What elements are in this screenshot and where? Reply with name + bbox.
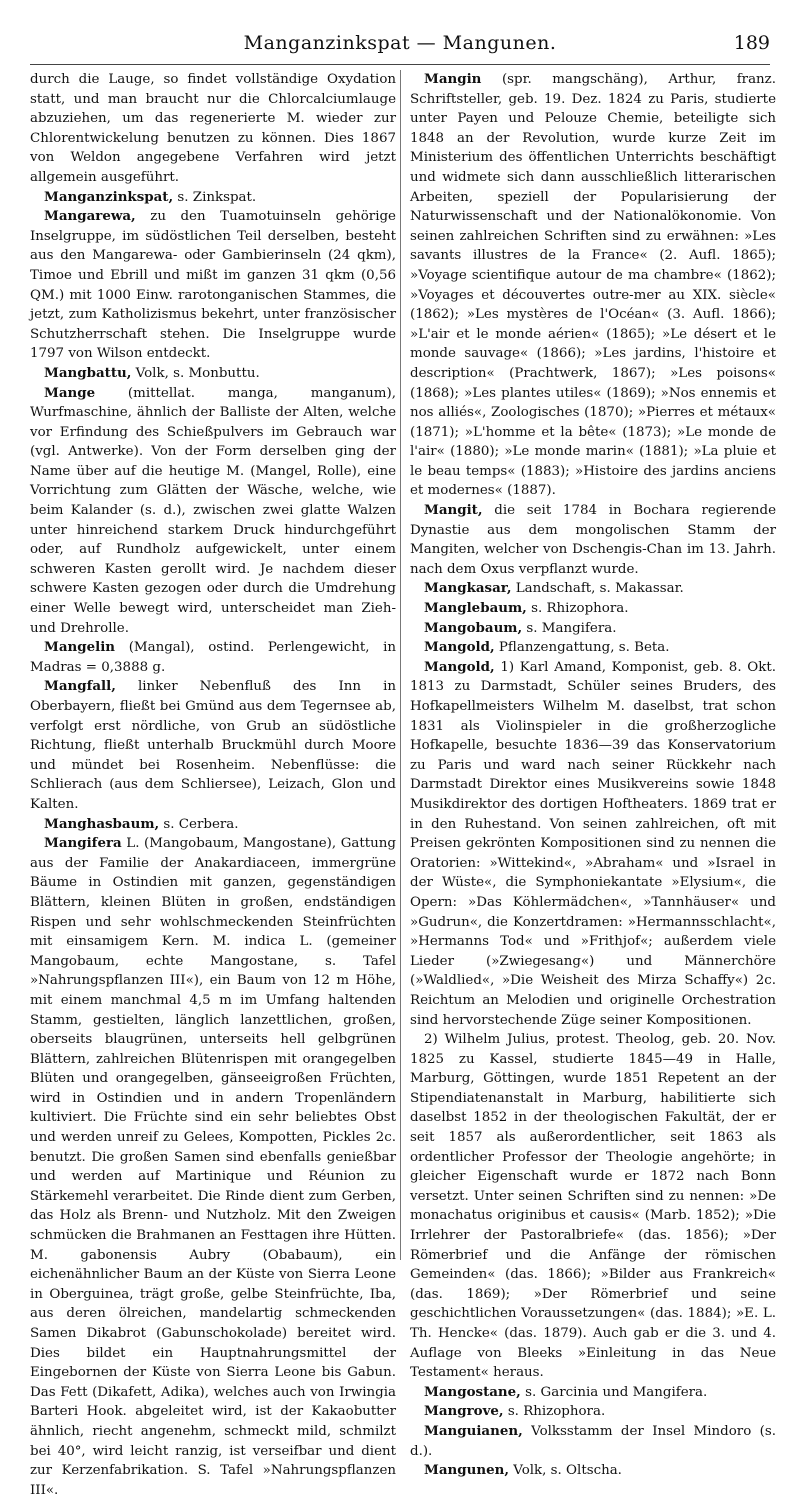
left-column xyxy=(30,70,397,1498)
dictionary-entry xyxy=(410,1383,776,1403)
dictionary-entry xyxy=(410,501,776,579)
dictionary-entry xyxy=(30,384,396,639)
dictionary-entry xyxy=(30,364,396,384)
dictionary-entry xyxy=(410,1422,776,1461)
entry-body: 2) Wilhelm Julius, protest. Theolog, geb. 20. Nov. 1825 zu Kassel, studierte 1845—49 in Halle, Marburg, Göttingen, wurde 1851 Repetent an der Stipendiatenanstalt in Marburg, habilitierte sich daselbst 1852 in der theologischen Fakultät, der er seit 1857 als außerordentlicher, seit 1863 als ordentlicher Professor der Theologie angehörte; in gleicher Eigenschaft wurde er 1872 nach Bonn versetzt. Unter seinen Schriften sind zu nennen: »De monachatus originibus et causis« (Marb. 1852); »Die Irrlehrer der Pastoralbriefe« (das. 1856); »Der Römerbrief und die Anfänge der römischen Gemeinden« (das. 1866); »Bilder aus Frankreich« (das. 1869); »Der Römerbrief und seine geschichtlichen Voraussetzungen« (das. 1884); »E. L. Th. Hencke« (das. 1879). Auch gab er die 3. und 4. Auflage von Bleeks »Einleitung in das Neue Testament« heraus. xyxy=(410,1032,776,1381)
entry-headword: Mangold, xyxy=(424,658,495,675)
entry-body: (Mangal), ostind. Perlengewicht, in Madras = 0,3888 g. xyxy=(30,640,397,675)
entry-body: (spr. mangschäng), Arthur, franz. Schriftsteller, geb. 19. Dez. 1824 zu Paris, studierte unter Payen und Pelouze Chemie, beteiligte sich 1848 an der Revolution, wurde kurze Zeit im Ministerium des öffentlichen Unterrichts beschäftigt und widmete sich dann ausschließlich litterarischen Arbeiten, speziell der Popularisierung der Naturwissenschaft und der Nationalökonomie. Von seinen zahlreichen Schriften sind zu erwähnen: »Les savants illustres de la France« (2. Aufl. 1865); »Voyage scientifique autour de ma chambre« (1862); »Voyages et découvertes outre-mer au XIX. siècle« (1862); »Les mystères de l'Océan« (3. Aufl. 1866); »L'air et le monde aérien« (1865); »Le désert et le monde sauvage« (1866); »Les jardins, l'histoire et description« (Prachtwerk, 1867); »Les poisons« (1868); »Les plantes utiles« (1869); »Nos ennemis et nos alliés«, Zoologisches (1870); »Pierres et métaux« (1871); »L'homme et la bête« (1873); »Le monde de l'air« (1880); »Le monde marin« (1881); »La pluie et le beau temps« (1883); »Histoire des jardins anciens et modernes« (1887). xyxy=(410,72,776,499)
dictionary-entry xyxy=(410,599,776,619)
dictionary-entry xyxy=(410,70,776,501)
entry-body: zu den Tuamotuinseln gehörige Inselgruppe, im südöstlichen Teil derselben, besteht aus den Mangarewa- oder Gambierinseln (24 qkm), Timoe und Ebrill und mißt im ganzen 31 qkm (0,56 QM.) mit 1000 Einw. rarotonganischen Stammes, die jetzt, zum Katholizismus bekehrt, unter französischer Schutzherrschaft stehen. Die Inselgruppe wurde 1797 von Wilson entdeckt. xyxy=(30,209,396,362)
entry-body: Volksstamm der Insel Mindoro (s. d.). xyxy=(410,1423,777,1459)
dictionary-entry xyxy=(410,1402,776,1422)
entry-headword: Manguianen, xyxy=(424,1422,523,1439)
entry-headword: Mangunen, xyxy=(424,1462,509,1479)
dictionary-entry xyxy=(410,638,776,658)
dictionary-entry xyxy=(30,188,396,208)
entry-headword: Manghasbaum, xyxy=(44,815,160,832)
entry-body: Pflanzengattung, s. Beta. xyxy=(498,640,670,656)
dictionary-entry xyxy=(410,579,776,599)
entry-headword: Mangifera xyxy=(44,835,122,852)
entry-body: Volk, s. Oltscha. xyxy=(513,1463,622,1479)
entry-body: die seit 1784 in Bochara regierende Dynastie aus dem mongolischen Stamm der Mangiten, welcher von Dschengis-Chan im 13. Jahrh. nach dem Oxus verpflanzt wurde. xyxy=(410,503,776,577)
entry-body: linker Nebenfluß des Inn in Oberbayern, fließt bei Gmünd aus dem Tegernsee ab, verfolgt erst nördliche, von Grub an südöstliche Richtung, fließt unterhalb Bruckmühl durch Moore und mündet bei Rosenheim. Nebenflüsse: die Schlierach (aus dem Schliersee), Leizach, Glon und Kalten. xyxy=(30,679,396,812)
entry-body: Landschaft, s. Makassar. xyxy=(515,581,684,597)
dictionary-entry xyxy=(30,815,396,835)
entry-body: Volk, s. Monbuttu. xyxy=(135,365,260,381)
entry-body: s. Mangifera. xyxy=(526,620,617,636)
dictionary-entry xyxy=(30,834,396,1500)
entry-body: durch die Lauge, so findet vollständige Oxydation statt, und man braucht nur die Chlorcalciumlauge abzuziehen, um das regenerierte M. wieder zur Chlorentwickelung benutzen zu können. Dies 1867 von Weldon angegebene Verfahren wird jetzt allgemein ausgeführt. xyxy=(30,72,396,185)
entry-headword: Mange xyxy=(44,384,96,401)
dictionary-entry xyxy=(410,619,776,639)
right-column xyxy=(410,70,777,1479)
dictionary-entry xyxy=(30,207,396,364)
entry-body: s. Rhizophora. xyxy=(531,601,629,617)
entry-headword: Mangelin xyxy=(44,639,116,656)
entry-headword: Mangit, xyxy=(424,502,483,519)
entry-body: 1) Karl Amand, Komponist, geb. 8. Okt. 1813 zu Darmstadt, Schüler seines Bruders, des Hofkapellmeisters Wilhelm M. daselbst, trat schon 1831 als Violinspieler in die großherzogliche Hofkapelle, besuchte 1836—39 das Konservatorium zu Paris und ward nach seiner Rückkehr nach Darmstadt Direktor eines Musikvereins sowie 1848 Musikdirektor des dortigen Hoftheaters. 1869 trat er in den Ruhestand. Von seinen zahlreichen, oft mit Preisen gekrönten Kompositionen sind zu nennen die Oratorien: »Wittekind«, »Abraham« und »Israel in der Wüste«, die Symphoniekantate »Elysium«, die Opern: »Das Köhlermädchen«, »Tannhäuser« und »Gudrun«, die Konzertdramen: »Hermannsschlacht«, »Hermanns Tod« und »Frithjof«; außerdem viele Lieder (»Zwiegesang«) und Männerchöre (»Waldlied«, »Die Weisheit des Mirza Schaffy«) 2c. Reichtum an Melodien und originelle Orchestration sind hervorstechende Züge seiner Kompositionen. xyxy=(410,659,776,1028)
entry-body: s. Zinkspat. xyxy=(177,189,257,205)
entry-body: s. Cerbera. xyxy=(163,816,239,832)
entry-headword: Mangarewa, xyxy=(44,208,136,225)
entry-body: s. Rhizophora. xyxy=(507,1404,606,1420)
page-number: 189 xyxy=(733,32,770,54)
entry-headword: Mangbattu, xyxy=(44,364,132,381)
entry-headword: Mangkasar, xyxy=(424,580,512,597)
entry-headword: Manganzinkspat, xyxy=(44,188,174,205)
entry-headword: Mangostane, xyxy=(424,1383,521,1400)
entry-headword: Mangobaum, xyxy=(424,619,523,636)
entry-headword: Mangrove, xyxy=(424,1403,504,1420)
dictionary-entry xyxy=(410,1030,776,1383)
dictionary-entry xyxy=(410,658,776,1030)
entry-body: (mittellat. manga, manganum), Wurfmaschine, ähnlich der Balliste der Alten, welche vor Erfindung des Schießpulvers im Gebrauch war (vgl. Antwerke). Von der Form derselben ging der Name über auf die heutige M. (Mangel, Rolle), eine Vorrichtung zum Glätten der Wäsche, welche, wie beim Kalander (s. d.), zwischen zwei glatte Walzen unter hinreichend starkem Druck hindurchgeführt oder, auf Rundholz aufgewickelt, unter einem schweren Kasten gerollt wird. Je nachdem dieser schwere Kasten gezogen oder durch die Umdrehung einer Welle bewegt wird, unterscheidet man Zieh- und Drehrolle. xyxy=(30,385,396,636)
page-header xyxy=(30,30,770,65)
column-divider xyxy=(400,70,401,1260)
dictionary-entry xyxy=(30,677,396,814)
entry-headword: Manglebaum, xyxy=(424,600,527,617)
dictionary-entry xyxy=(30,638,396,677)
entry-headword: Mangold, xyxy=(424,639,495,656)
entry-body: L. (Mangobaum, Mangostane), Gattung aus der Familie der Anakardiaceen, immergrüne Bäume in Ostindien mit ganzen, gegenständigen Blättern, kleinen Blüten in großen, endständigen Rispen und sehr wohlschmeckenden Steinfrüchten mit einsamigem Kern. M. indica L. (gemeiner Mangobaum, echte Mangostane, s. Tafel »Nahrungspflanzen III«), ein Baum von 12 m Höhe, mit einem manchmal 4,5 m im Umfang haltenden Stamm, gestielten, länglich lanzettlichen, großen, oberseits blaugrünen, unterseits hell gelbgrünen Blättern, zahlreichen Blütenrispen mit orangegelben Blüten und orangegelben, gänseeigroßen Früchten, wird in Ostindien und in andern Tropenländern kultiviert. Die Früchte sind ein sehr beliebtes Obst und werden unreif zu Gelees, Kompotten, Pickles 2c. benutzt. Die großen Samen sind ebenfalls genießbar und werden auf Martinique und Réunion zu Stärkemehl verarbeitet. Die Rinde dient zum Gerben, das Holz als Brenn- und Nutzholz. Mit den Zweigen schmücken die Brahmanen an Festtagen ihre Hütten. M. gabonensis Aubry (Obabaum), ein eichenähnlicher Baum an der Küste von Sierra Leone in Oberguinea, trägt große, gelbe Steinfrüchte, Iba, aus deren ölreichen, mandelartig schmeckenden Samen Dikabrot (Gabunschokolade) bereitet wird. Dies bildet ein Hauptnahrungsmittel der Eingebornen der Küste von Sierra Leone bis Gabun. Das Fett (Dikafett, Adika), welches auch von Irwingia Barteri Hook. abgeleitet wird, ist der Kakaobutter ähnlich, riecht angenehm, schmeckt mild, schmilzt bei 40°, wird leicht ranzig, ist verseifbar und dient zur Kerzenfabrikation. S. Tafel »Nahrungspflanzen III«. xyxy=(30,836,396,1498)
entry-headword: Mangfall, xyxy=(44,678,116,695)
dictionary-entry xyxy=(30,70,396,188)
entry-body: s. Garcinia und Mangifera. xyxy=(525,1384,708,1400)
entry-headword: Mangin xyxy=(424,71,482,87)
running-title: Manganzinkspat — Mangunen. xyxy=(243,32,557,54)
dictionary-entry xyxy=(410,1461,776,1481)
